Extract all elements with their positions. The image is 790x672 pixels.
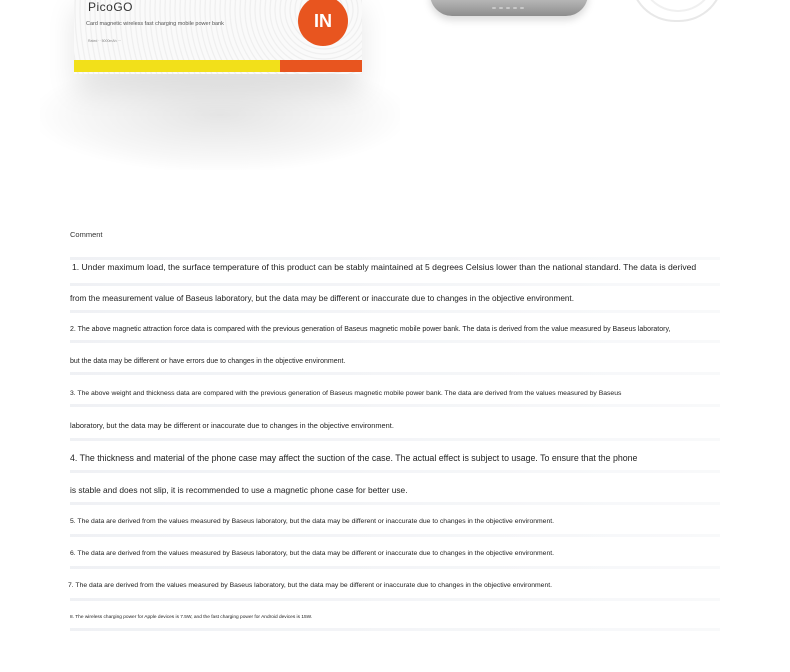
ghost-line — [70, 598, 720, 601]
comment-line-1a: 1. Under maximum load, the surface temperature of this product can be stably maintained at 5 degrees Celsius lower than the national standard. The data is derived — [72, 262, 697, 272]
ghost-line — [70, 470, 720, 473]
comment-line-8: 8. The wireless charging power for Apple devices is 7.5W, and the fast charging power for Android devices is 15W. — [70, 615, 313, 620]
comment-line-3a: 3. The above weight and thickness data are compared with the previous generation of Baseus magnetic mobile power bank. The data are derived from the values measured by Baseus — [70, 390, 622, 397]
box-fine-print: Rated ·· 5000mAh ··· — [88, 39, 122, 43]
comment-line-7: 7. The data are derived from the values measured by Baseus laboratory, but the data may be different or inaccurate due to changes in the objective environment. — [68, 582, 552, 589]
product-shadow — [40, 60, 400, 170]
ghost-line — [70, 340, 720, 343]
comment-line-1b: from the measurement value of Baseus laboratory, but the data may be different or inaccurate due to changes in the objective environment. — [70, 294, 574, 303]
ghost-line — [70, 502, 720, 505]
box-orange-stripe — [280, 60, 362, 72]
ghost-line — [70, 283, 720, 286]
comment-line-3b: laboratory, but the data may be different or inaccurate due to changes in the objective environment. — [70, 421, 394, 430]
comment-line-2a: 2. The above magnetic attraction force data is compared with the previous generation of Baseus magnetic mobile power bank. The data is derived from the value measured by Baseus laboratory, — [70, 326, 671, 333]
comment-line-4a: 4. The thickness and material of the phone case may affect the suction of the case. The actual effect is subject to usage. To ensure that the phone — [70, 453, 638, 463]
box-subtitle: Card magnetic wireless fast charging mobile power bank — [86, 21, 224, 27]
box-yellow-stripe — [74, 60, 280, 72]
comment-line-2b: but the data may be different or have errors due to changes in the objective environment. — [70, 358, 346, 365]
ghost-line — [70, 372, 720, 375]
box-badge-logo: IN — [298, 0, 348, 46]
ghost-line — [70, 438, 720, 441]
ghost-line — [70, 628, 720, 631]
comment-line-6: 6. The data are derived from the values measured by Baseus laboratory, but the data may be different or inaccurate due to changes in the objective environment. — [70, 550, 554, 557]
comment-line-5: 5. The data are derived from the values measured by Baseus laboratory, but the data may be different or inaccurate due to changes in the objective environment. — [70, 518, 554, 525]
ghost-line — [70, 534, 720, 537]
ghost-line — [70, 310, 720, 313]
ghost-line — [70, 257, 720, 260]
power-bank-image — [430, 0, 588, 16]
ghost-line — [70, 566, 720, 569]
product-hero-image — [0, 0, 790, 200]
product-box — [74, 0, 362, 74]
comment-line-4b: is stable and does not slip, it is recommended to use a magnetic phone case for better use. — [70, 485, 408, 495]
ghost-line — [70, 404, 720, 407]
comment-title: Comment — [70, 230, 103, 239]
power-indicator-dots — [492, 7, 524, 9]
box-brand-name: PicoGO — [88, 0, 134, 14]
